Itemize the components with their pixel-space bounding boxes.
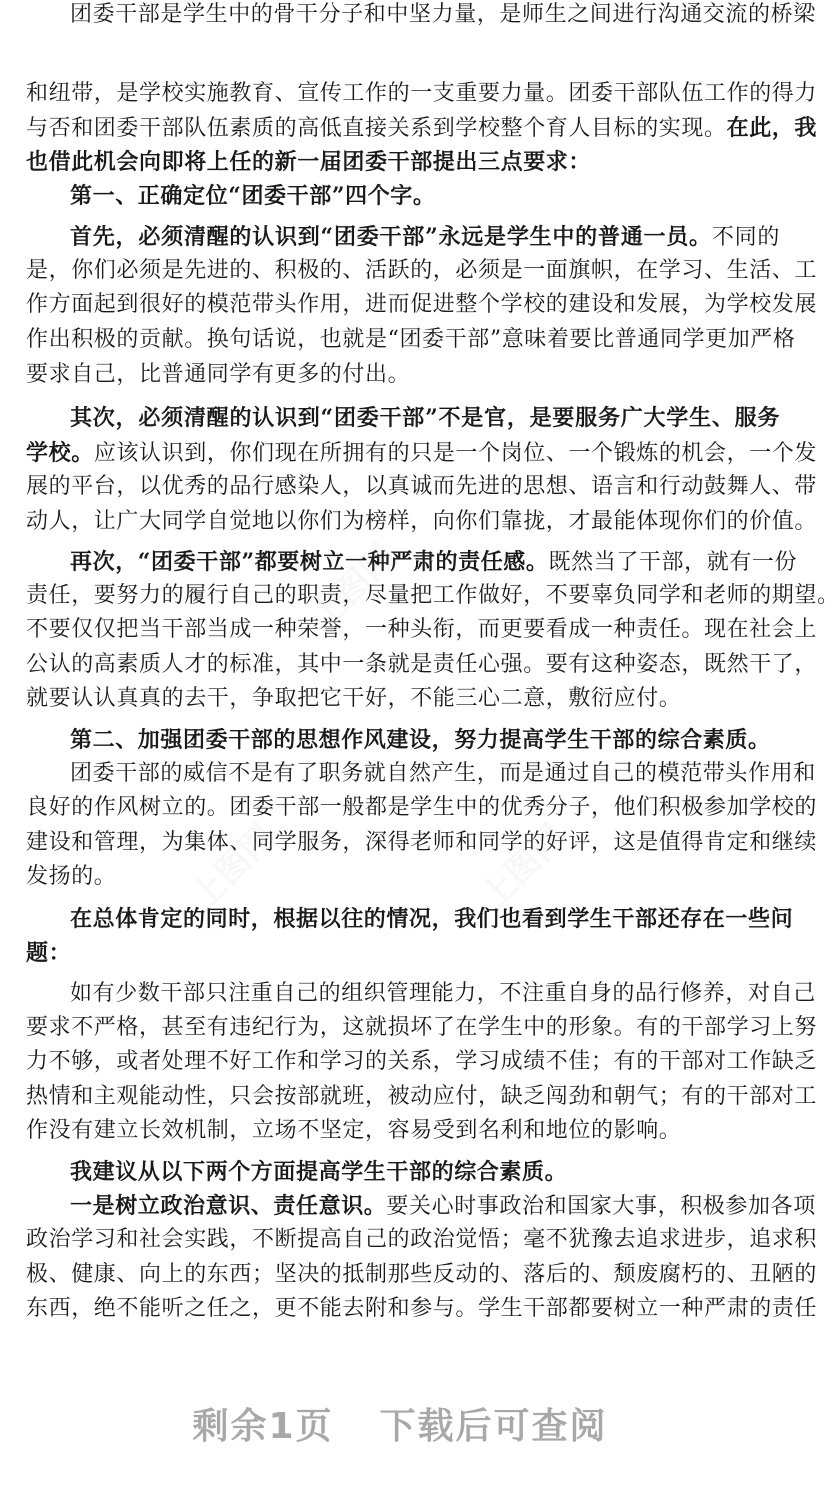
bold-text-run: 第二、加强团委干部的思想作风建设，努力提高学生干部的综合素质。 — [70, 727, 771, 753]
text-line — [0, 0, 816, 30]
text-line — [0, 360, 780, 390]
remaining-pages-banner[interactable] — [0, 1398, 800, 1449]
text-line — [0, 147, 780, 178]
text-line — [0, 1047, 818, 1077]
text-run: 如有少数干部只注重自己的组织管理能力，不注重自身的品行修养，对自己 — [70, 981, 816, 1006]
watermark: 上图网 — [303, 536, 404, 638]
text-run: 力不够，或者处理不好工作和学习的关系，学习成绩不佳；有的干部对工作缺乏 — [26, 1049, 818, 1074]
text-line — [0, 615, 818, 645]
text-line — [0, 79, 818, 109]
text-line — [0, 1013, 818, 1043]
bold-text-run: 其次，必须清醒的认识到“团委干部”不是官，是要服务广大学生、服务 — [70, 405, 780, 431]
text-line — [0, 904, 794, 935]
text-run: 公认的高素质人才的标准，其中一条就是责任心强。要有这种姿态，既然干了， — [26, 652, 818, 677]
text-line — [0, 181, 780, 212]
text-line — [0, 403, 780, 434]
text-line — [0, 759, 816, 789]
text-run: 动人，让广大同学自觉地以你们为榜样，向你们靠拢，才最能体现你们的价值。 — [26, 509, 818, 534]
text-run: 热情和主观能动性，只会按部就班，被动应付，缺乏闯劲和朝气；有的干部对工 — [26, 1084, 818, 1109]
bold-text-run: 首先，必须清醒的认识到“团委干部”永远是学生中的普通一员。 — [70, 224, 712, 250]
bold-text-run: 学校。 — [26, 440, 94, 466]
bold-text-run: 在总体肯定的同时，根据以往的情况，我们也看到学生干部还存在一些问 — [70, 906, 794, 932]
text-run: 既然当了干部，就有一份 — [548, 550, 798, 575]
text-run: 展的平台，以优秀的品行感染人，以真诚而先进的思想、语言和行动鼓舞人、带 — [26, 474, 818, 499]
text-run: 作方面起到很好的模范带头作用，进而促进整个学校的建设和发展，为学校发展 — [26, 292, 818, 317]
text-line — [0, 1260, 818, 1290]
bold-text-run: 第一、正确定位“团委干部”四个字。 — [70, 183, 436, 209]
bold-text-run: 我建议从以下两个方面提高学生干部的综合素质。 — [70, 1159, 568, 1185]
text-run: 政治学习和社会实践，不断提高自己的政治觉悟；毫不犹豫去追求进步，追求积 — [26, 1227, 818, 1252]
text-line — [0, 290, 818, 320]
text-run: 要求自己，比普通同学有更多的付出。 — [26, 362, 411, 387]
text-run: 作出积极的贡献。换句话说，也就是“团委干部”意味着要比普通同学更加严格 — [26, 327, 796, 352]
remaining-pages-label: 剩余1页 — [192, 1406, 334, 1447]
bold-text-run: 一是树立政治意识、责任意识。 — [70, 1193, 387, 1219]
text-line — [0, 1225, 818, 1255]
text-line — [0, 793, 818, 823]
text-run: 东西，绝不能听之任之，更不能去附和参与。学生干部都要树立一种严肃的责任 — [26, 1296, 818, 1321]
text-run: 是，你们必须是先进的、积极的、活跃的，必须是一面旗帜，在学习、生活、工 — [26, 258, 818, 283]
text-line — [0, 725, 780, 756]
text-line — [0, 938, 780, 969]
text-run: 应该认识到，你们现在所拥有的只是一个岗位、一个锻炼的机会，一个发 — [93, 441, 818, 466]
download-to-view-label: 下载后可查阅 — [379, 1406, 608, 1447]
text-line — [0, 472, 818, 502]
bold-text-run: 题： — [26, 940, 72, 966]
text-line — [0, 1157, 780, 1188]
text-run: 团委干部是学生中的骨干分子和中坚力量，是师生之间进行沟通交流的桥梁 — [70, 2, 816, 27]
text-run: 作没有建立长效机制，立场不坚定，容易受到名利和地位的影响。 — [26, 1118, 682, 1143]
text-line — [0, 507, 818, 537]
text-run: 团委干部的威信不是有了职务就自然产生，而是通过自己的模范带头作用和 — [70, 761, 816, 786]
text-run: 良好的作风树立的。团委干部一般都是学生中的优秀分子，他们积极参加学校的 — [26, 795, 818, 820]
text-run: 要关心时事政治和国家大事，积极参加各项 — [386, 1194, 816, 1219]
watermark: 上图网 — [183, 816, 284, 918]
text-line — [0, 1294, 818, 1324]
text-line — [0, 113, 818, 144]
text-line — [0, 325, 796, 355]
text-line — [0, 1082, 818, 1112]
text-line — [0, 256, 818, 286]
text-run: 责任，要努力的履行自己的职责，尽量把工作做好，不要辜负同学和老师的期望。 — [26, 583, 840, 608]
bold-text-run: 也借此机会向即将上任的新一届团委干部提出三点要求： — [26, 149, 592, 175]
text-line — [0, 684, 780, 714]
text-line — [0, 650, 818, 680]
text-run: 就要认认真真的去干，争取把它干好，不能三心二意，敷衍应付。 — [26, 686, 682, 711]
text-line — [0, 1191, 816, 1222]
text-line — [0, 862, 780, 892]
bold-text-run: 在此，我 — [726, 115, 818, 141]
text-line — [0, 222, 780, 253]
text-run: 与否和团委干部队伍素质的高低直接关系到学校整个育人目标的实现。 — [26, 116, 727, 141]
text-line — [0, 979, 816, 1009]
text-line — [0, 828, 818, 858]
watermark: 上图网 — [473, 816, 574, 918]
text-run: 不要仅仅把当干部当成一种荣誉，一种头衔，而更要看成一种责任。现在社会上 — [26, 617, 818, 642]
text-line — [0, 547, 798, 578]
bold-text-run: 再次，“团委干部”都要树立一种严肃的责任感。 — [70, 549, 549, 575]
text-run: 极、健康、向上的东西；坚决的抵制那些反动的、落后的、颓废腐朽的、丑陋的 — [26, 1262, 818, 1287]
text-run: 不同的 — [711, 225, 780, 250]
text-run: 和纽带，是学校实施教育、宣传工作的一支重要力量。团委干部队伍工作的得力 — [26, 81, 818, 106]
text-line — [0, 1116, 780, 1146]
text-run: 要求不严格，甚至有违纪行为，这就损坏了在学生中的形象。有的干部学习上努 — [26, 1015, 818, 1040]
text-line — [0, 581, 840, 611]
text-line — [0, 438, 818, 469]
text-run: 发扬的。 — [26, 864, 117, 889]
text-run: 建设和管理，为集体、同学服务，深得老师和同学的好评，这是值得肯定和继续 — [26, 830, 818, 855]
